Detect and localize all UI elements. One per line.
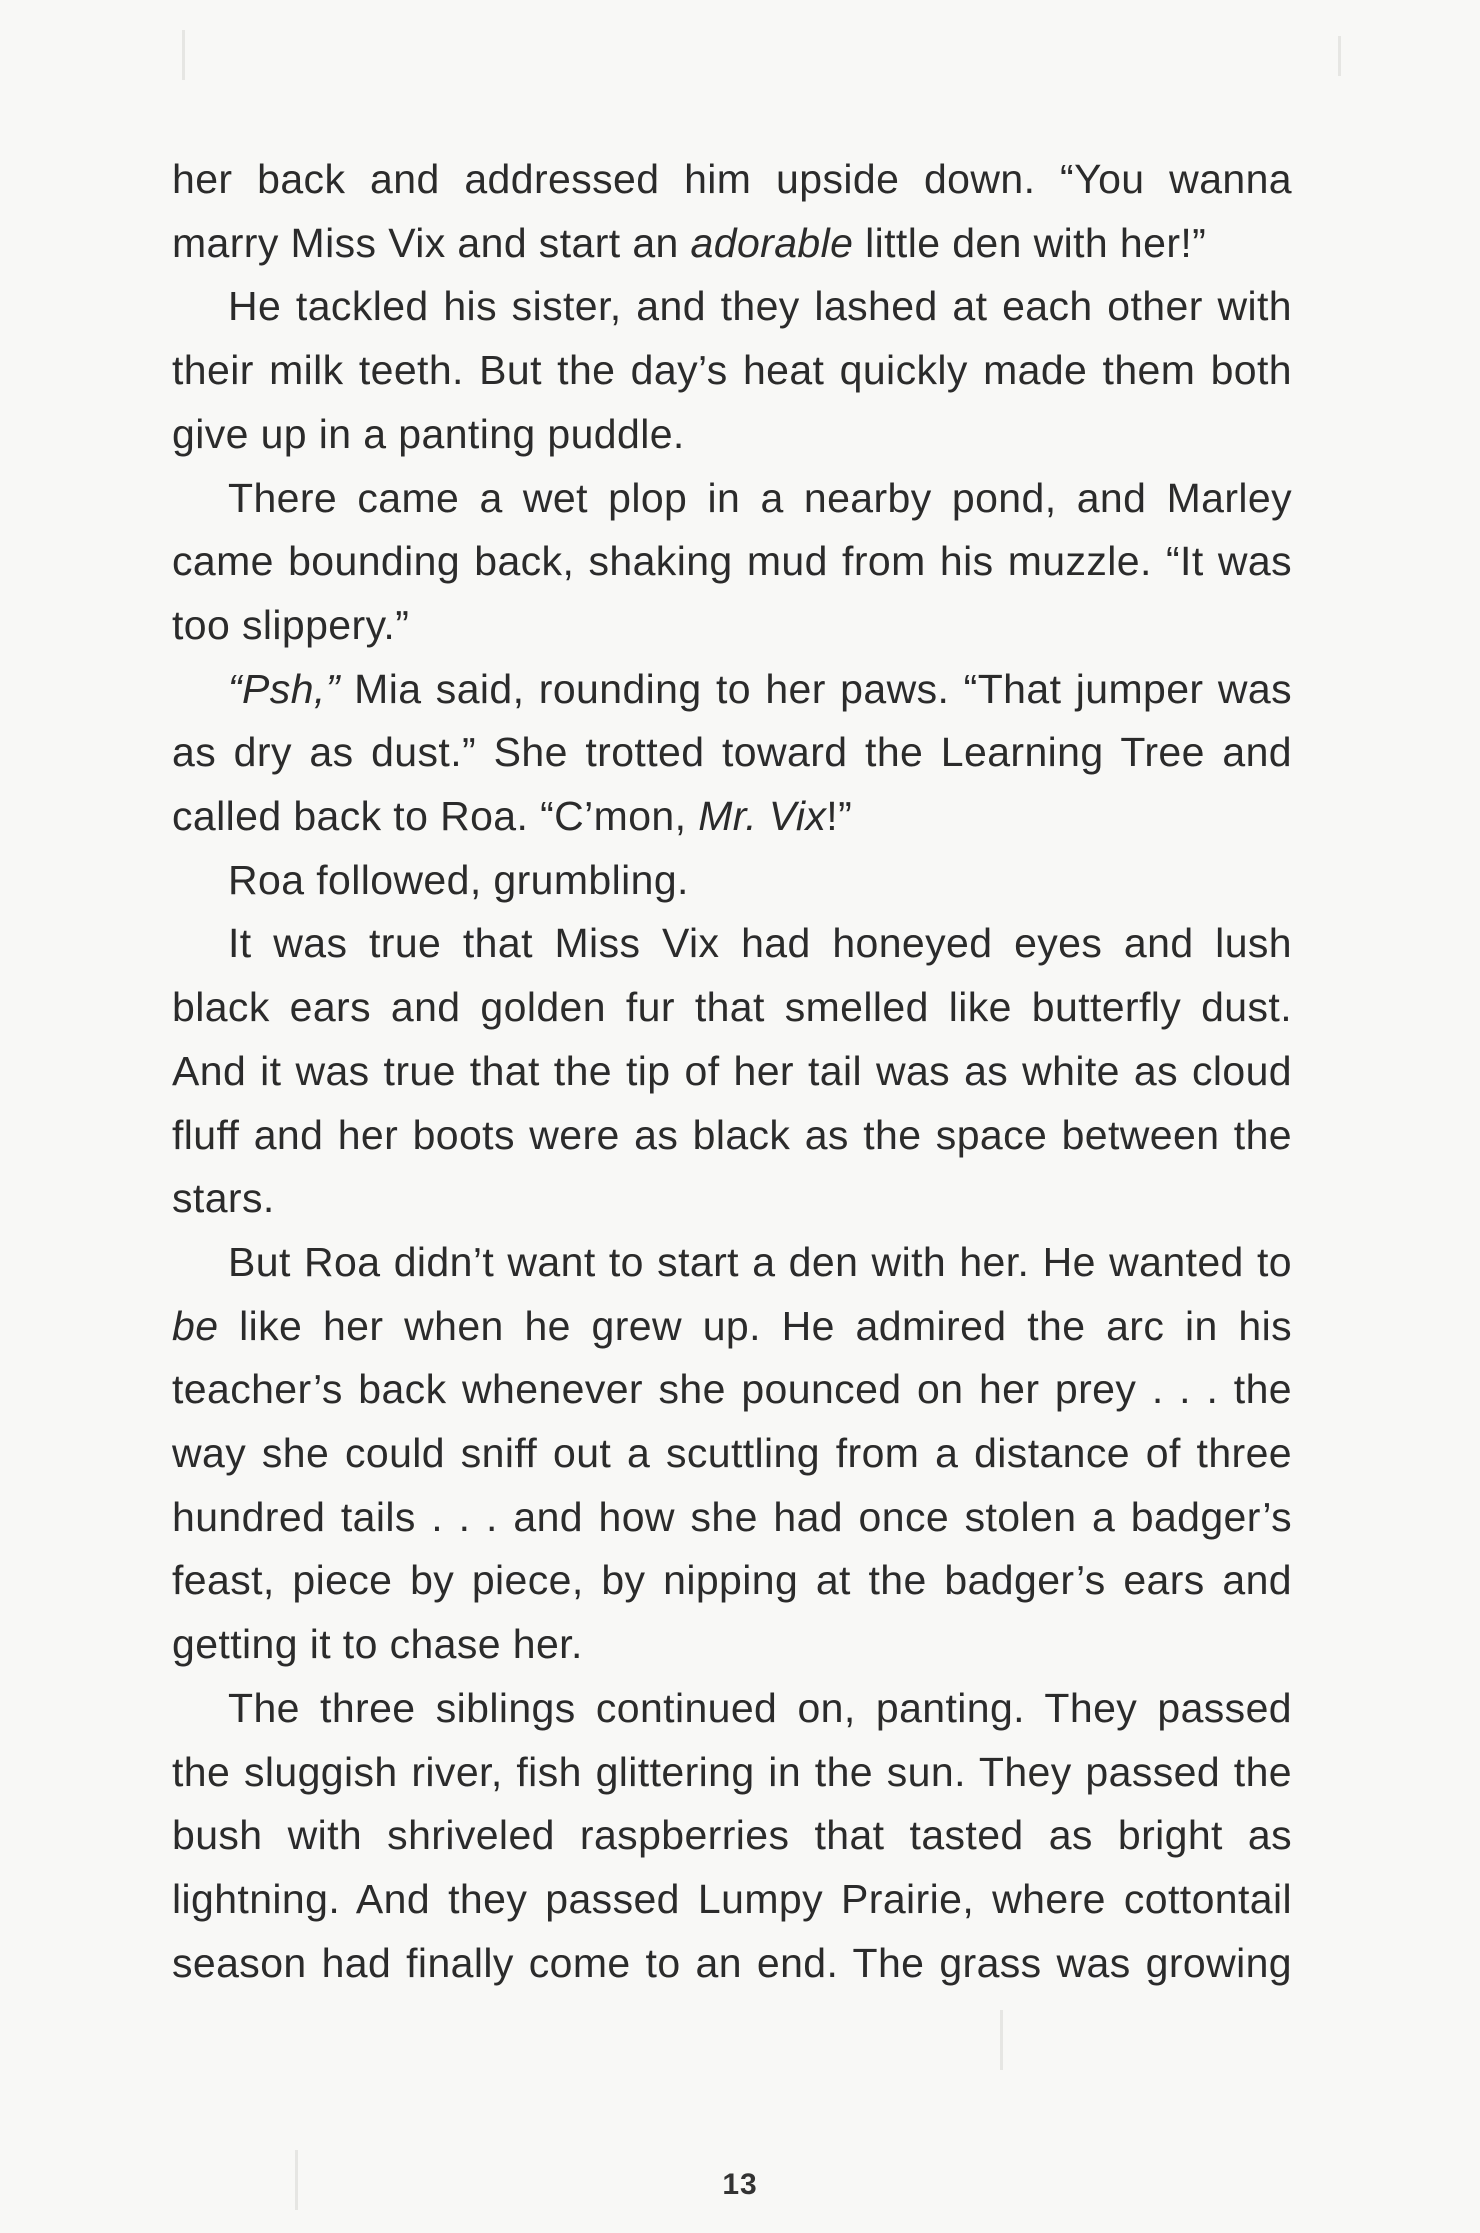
italic-text: adorable bbox=[690, 219, 854, 266]
italic-text: “Psh,” bbox=[228, 665, 340, 712]
paragraph bbox=[172, 467, 1292, 658]
italic-text: Mr. Vix bbox=[698, 793, 827, 840]
scan-artifact bbox=[182, 30, 185, 80]
paragraph bbox=[172, 275, 1292, 466]
italic-text: be bbox=[172, 1302, 219, 1349]
text-segment: her back and addressed him upside down. “You wanna marry Miss Vix and start an bbox=[172, 156, 1292, 266]
text-segment: little den with her!” bbox=[853, 219, 1207, 266]
text-segment: !” bbox=[826, 793, 853, 840]
text-segment: It was true that Miss Vix had honeyed eyes and lush black ears and golden fur that smelled like butterfly dust. And it was true that the tip of her tail was as white as cloud fluff and her boots were as black as the space between the stars. bbox=[172, 920, 1292, 1222]
paragraph bbox=[172, 658, 1292, 849]
paragraph bbox=[172, 1677, 1292, 1996]
paragraph bbox=[172, 849, 1292, 913]
paragraph bbox=[172, 148, 1292, 275]
text-segment: like her when he grew up. He admired the arc in his teacher’s back whenever she pounced on her prey . . . the way she could sniff out a scuttling from a distance of three hundred tails . . . and how she had once stolen a badger’s feast, piece by piece, by nipping at the badger’s ears and getting it to chase her. bbox=[172, 1302, 1292, 1668]
text-segment: Roa followed, grumbling. bbox=[228, 856, 689, 903]
scan-artifact bbox=[1000, 2010, 1003, 2070]
paragraph bbox=[172, 912, 1292, 1231]
text-segment: He tackled his sister, and they lashed at each other with their milk teeth. But the day’s heat quickly made them both give up in a panting puddle. bbox=[172, 283, 1292, 457]
page-number: 13 bbox=[722, 2168, 758, 2201]
text-segment: The three siblings continued on, panting. They passed the sluggish river, fish glittering in the sun. They passed the bush with shriveled raspberries that tasted as bright as lightning. And they passed Lumpy Prairie, where cottontail season had finally come to an end. The grass was growing bbox=[172, 1684, 1292, 1986]
text-segment: Mia said, rounding to her paws. “That jumper was as dry as dust.” She trotted toward the Learning Tree and called back to Roa. “C’mon, bbox=[172, 665, 1292, 840]
body-text bbox=[172, 148, 1292, 1995]
text-segment: There came a wet plop in a nearby pond, and Marley came bounding back, shaking mud from his muzzle. “It was too slippery.” bbox=[172, 474, 1292, 648]
scan-artifact bbox=[1338, 36, 1341, 76]
paragraph bbox=[172, 1231, 1292, 1677]
text-segment: But Roa didn’t want to start a den with her. He wanted to bbox=[228, 1238, 1292, 1285]
